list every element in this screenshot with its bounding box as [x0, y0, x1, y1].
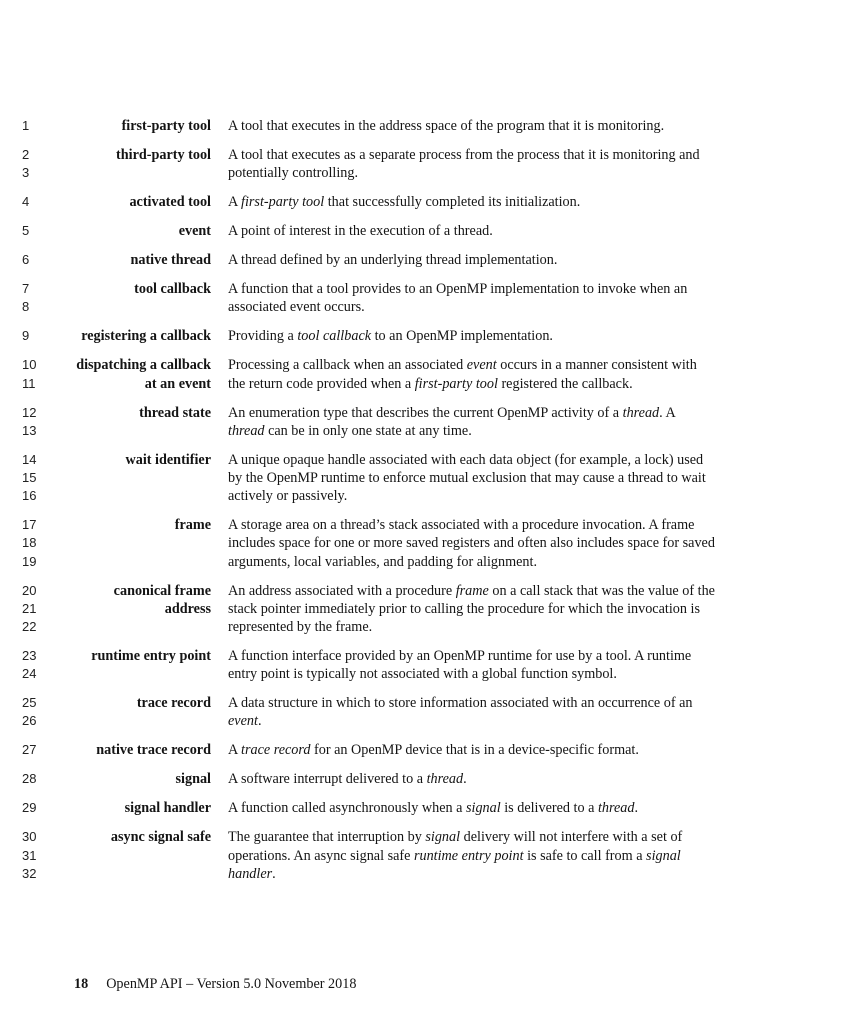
definition-text: A: [228, 742, 242, 759]
emphasized-term: signal: [425, 829, 461, 846]
line-number: 7: [22, 281, 30, 297]
glossary-definition-line: [228, 647, 691, 665]
line-number: 22: [22, 618, 37, 634]
line-number: 27: [22, 742, 37, 758]
definition-text: delivery will not interfere with a set of: [460, 829, 683, 846]
glossary-definition-line: [228, 600, 700, 618]
emphasized-term: frame: [455, 582, 489, 599]
definition-text: A function interface provided by an OpenMP runtime for use by a tool. A runtime: [228, 648, 692, 664]
emphasized-term: handler: [228, 865, 273, 882]
emphasized-term: signal: [646, 847, 681, 864]
definition-text: A storage area on a thread’s stack associated with a procedure invocation. A frame: [228, 517, 695, 534]
glossary-term: frame: [174, 517, 211, 534]
definition-text: is safe to call from a: [523, 847, 647, 864]
line-number: 12: [22, 404, 37, 420]
line-number: 17: [22, 517, 37, 533]
definition-text: .: [257, 713, 262, 730]
glossary-term: at an event: [144, 375, 211, 392]
emphasized-term: event: [466, 357, 497, 374]
emphasized-term: thread: [426, 771, 464, 788]
emphasized-term: event: [228, 713, 258, 730]
glossary-definition-line: [228, 516, 694, 534]
line-number: 23: [22, 648, 37, 663]
definition-text: is delivered to a: [500, 800, 598, 817]
definition-text: A point of interest in the execution of a thread.: [228, 223, 493, 240]
glossary-definition-line: [228, 146, 700, 164]
glossary-definition-line: [228, 618, 372, 636]
definition-text: A software interrupt delivered to a: [228, 771, 427, 788]
definition-text: includes space for one or more saved registers and often also includes space for saved: [228, 535, 715, 552]
definition-text: can be in only one state at any time.: [264, 422, 472, 439]
line-number: 3: [22, 165, 30, 181]
line-number: 6: [22, 252, 30, 268]
line-number: 13: [22, 422, 37, 438]
glossary-term: signal handler: [124, 800, 211, 817]
glossary-definition-line: [228, 469, 706, 487]
definition-text: associated event occurs.: [228, 299, 365, 316]
definition-text: arguments, local variables, and padding for alignment.: [228, 553, 538, 570]
definition-text: Processing a callback when an associated: [228, 357, 467, 374]
glossary-definition-line: [228, 865, 276, 883]
glossary-term: wait identifier: [125, 451, 211, 468]
glossary-term: native trace record: [96, 742, 211, 759]
glossary-term: activated tool: [129, 194, 211, 211]
line-number: 16: [22, 488, 37, 504]
definition-text: An address associated with a procedure: [228, 582, 456, 599]
glossary-definition-line: [228, 164, 358, 182]
definition-text: A: [228, 194, 242, 211]
definition-text: for an OpenMP device that is in a device-specific format.: [310, 742, 639, 759]
glossary-definition-line: [228, 828, 682, 846]
definition-text: .: [272, 865, 276, 882]
line-number: 31: [22, 847, 37, 863]
emphasized-term: thread: [597, 800, 635, 817]
definition-text: actively or passively.: [228, 488, 348, 505]
page-number: 18: [74, 976, 89, 992]
definition-text: A tool that executes as a separate process from the process that it is monitoring and: [228, 147, 700, 163]
definition-text: A thread defined by an underlying thread implementation.: [228, 252, 558, 269]
glossary-definition-line: [228, 741, 639, 759]
definition-text: occurs in a manner consistent with: [496, 357, 697, 374]
glossary-definition-line: [228, 534, 715, 552]
glossary-definition-line: [228, 582, 715, 600]
glossary-definition-line: [228, 799, 638, 817]
glossary-term: async signal safe: [110, 829, 211, 846]
definition-text: entry point is typically not associated with a global function symbol.: [228, 666, 617, 683]
line-number: 1: [22, 118, 30, 133]
emphasized-term: signal: [465, 800, 501, 817]
definition-text: by the OpenMP runtime to enforce mutual exclusion that may cause a thread to wait: [228, 469, 706, 486]
definition-text: operations. An async signal safe: [228, 847, 414, 864]
definition-text: stack pointer immediately prior to calling the procedure for which the invocation is: [228, 600, 700, 617]
glossary-term: runtime entry point: [91, 648, 211, 664]
definition-text: Providing a: [228, 328, 298, 345]
glossary-term: dispatching a callback: [76, 357, 211, 374]
line-number: 29: [22, 800, 37, 816]
definition-text: that successfully completed its initialization.: [324, 194, 581, 211]
glossary-definition-line: [228, 451, 703, 469]
glossary-term: tool callback: [134, 281, 211, 298]
glossary-definition-line: [228, 694, 692, 712]
glossary-definition-line: [228, 665, 617, 683]
glossary-term: canonical frame: [113, 582, 211, 599]
emphasized-term: first-party tool: [414, 375, 498, 392]
definition-text: A unique opaque handle associated with each data object (for example, a lock) used: [228, 451, 704, 468]
definition-text: A data structure in which to store information associated with an occurrence of an: [228, 695, 693, 712]
glossary-definition-line: [228, 280, 687, 298]
line-number: 30: [22, 829, 37, 845]
definition-text: A function that a tool provides to an OpenMP implementation to invoke when an: [228, 281, 688, 298]
glossary-definition-line: [228, 222, 493, 240]
line-number: 5: [22, 223, 30, 239]
glossary-term: third-party tool: [116, 147, 211, 163]
glossary-definition-line: [228, 770, 467, 788]
glossary-definition-line: [228, 404, 676, 422]
emphasized-term: tool callback: [297, 328, 372, 345]
definition-text: . A: [659, 404, 676, 421]
line-number: 32: [22, 865, 37, 881]
glossary-definition-line: [228, 553, 537, 571]
definition-text: .: [463, 771, 467, 788]
definition-text: to an OpenMP implementation.: [371, 328, 553, 345]
line-number: 14: [22, 451, 37, 467]
glossary-term: registering a callback: [81, 328, 211, 345]
glossary-definition-line: [228, 847, 681, 865]
line-number: 2: [22, 147, 30, 162]
glossary-term: first-party tool: [121, 118, 211, 134]
glossary-definition-line: [228, 487, 347, 505]
line-number: 18: [22, 535, 37, 551]
emphasized-term: runtime entry point: [413, 847, 524, 864]
line-number: 26: [22, 713, 37, 729]
glossary-term: address: [164, 600, 211, 617]
glossary-definition-line: [228, 193, 580, 211]
line-number: 4: [22, 194, 30, 210]
definition-text: represented by the frame.: [228, 618, 373, 635]
glossary-definition-line: [228, 298, 365, 316]
definition-text: A function called asynchronously when a: [228, 800, 466, 817]
footer-title: OpenMP API – Version 5.0 November 2018: [106, 976, 357, 992]
line-number: 8: [22, 299, 30, 315]
glossary-term: thread state: [139, 404, 211, 421]
definition-text: .: [634, 800, 639, 817]
definition-text: on a call stack that was the value of the: [488, 582, 715, 599]
line-number: 19: [22, 553, 37, 569]
emphasized-term: thread: [622, 404, 660, 421]
line-number: 15: [22, 469, 37, 485]
glossary-term: event: [178, 223, 211, 240]
definition-text: An enumeration type that describes the current OpenMP activity of a: [228, 404, 623, 421]
line-number: 25: [22, 695, 37, 711]
glossary-definition-line: [228, 712, 261, 730]
glossary-definition-line: [228, 375, 633, 393]
line-number: 10: [22, 357, 37, 373]
definition-text: The guarantee that interruption by: [228, 829, 426, 846]
line-number: 21: [22, 600, 37, 616]
definition-text: potentially controlling.: [228, 165, 359, 182]
glossary-definition-line: [228, 117, 664, 135]
line-number: 9: [22, 328, 30, 344]
definition-text: registered the callback.: [497, 375, 633, 392]
line-number: 11: [22, 375, 36, 391]
glossary-definition-line: [228, 327, 553, 345]
glossary-definition-line: [228, 251, 557, 269]
definition-text: A tool that executes in the address space of the program that it is monitoring.: [228, 118, 665, 134]
line-number: 28: [22, 771, 37, 787]
emphasized-term: trace record: [241, 742, 311, 759]
emphasized-term: first-party tool: [241, 194, 325, 211]
emphasized-term: thread: [228, 422, 265, 439]
glossary-definition-line: [228, 356, 697, 374]
line-number: 24: [22, 666, 37, 682]
page-footer: [74, 975, 356, 993]
glossary-definition-line: [228, 422, 472, 440]
line-number: 20: [22, 582, 37, 598]
glossary-term: signal: [175, 771, 211, 788]
glossary-term: trace record: [136, 695, 211, 712]
glossary-term: native thread: [130, 252, 211, 269]
definition-text: the return code provided when a: [228, 375, 415, 392]
